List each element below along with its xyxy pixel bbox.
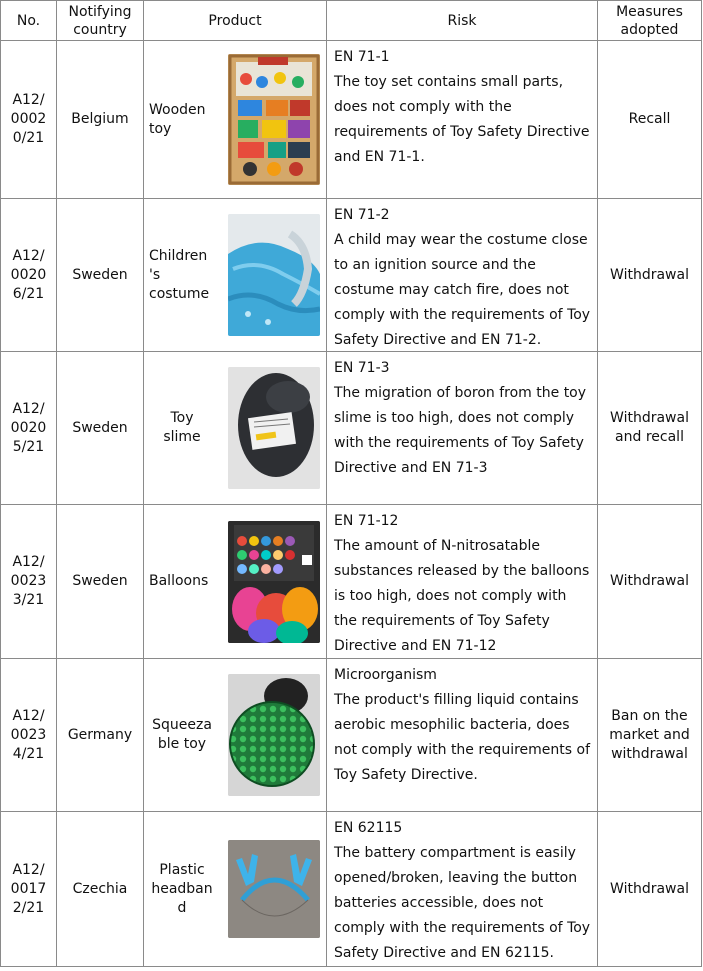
row-product <box>144 199 327 352</box>
product-name: Wooden toy <box>149 101 206 137</box>
risk-code: EN 71-1 <box>334 49 390 65</box>
row-risk <box>327 352 598 505</box>
row-risk <box>327 659 598 812</box>
row-risk <box>327 812 598 967</box>
risk-description: A child may wear the costume close to an ignition source and the costume may catch fire, does not comply with the requirements of Toy Safety Directive and EN 71-2. <box>334 232 591 348</box>
wooden-toy-photo <box>228 54 320 185</box>
headband-photo <box>228 840 320 938</box>
row-product <box>144 812 327 967</box>
row-country: Sweden <box>57 199 144 352</box>
product-name: Plastic headban d <box>151 861 213 916</box>
risk-description: The migration of boron from the toy slime is too high, does not comply with the requirements of Toy Safety Directive and EN 71-3 <box>334 385 587 476</box>
row-no: A12/ 0002 0/21 <box>1 41 57 199</box>
squeeze-ball-photo <box>228 674 320 796</box>
row-country: Belgium <box>57 41 144 199</box>
row-no: A12/ 0020 5/21 <box>1 352 57 505</box>
risk-description: The amount of N-nitrosatable substances released by the balloons is too high, does not comply with the requirements of Toy Safety Directive and EN 71-12 <box>334 538 590 654</box>
row-risk <box>327 505 598 659</box>
header-risk: Risk <box>327 1 598 41</box>
row-no: A12/ 0017 2/21 <box>1 812 57 967</box>
row-product <box>144 41 327 199</box>
risk-code: EN 71-12 <box>334 513 399 529</box>
row-product <box>144 659 327 812</box>
costume-photo <box>228 214 320 336</box>
row-risk <box>327 199 598 352</box>
row-product <box>144 352 327 505</box>
risk-description: The toy set contains small parts, does not comply with the requirements of Toy Safety Directive and EN 71-1. <box>334 74 590 165</box>
row-country: Germany <box>57 659 144 812</box>
balloons-photo <box>228 521 320 643</box>
header-country: Notifying country <box>57 1 144 41</box>
risk-code: EN 62115 <box>334 820 403 836</box>
product-name: Toy slime <box>163 410 201 445</box>
row-no: A12/ 0020 6/21 <box>1 199 57 352</box>
risk-description: The battery compartment is easily opened/broken, leaving the button batteries accessible, does not comply with the requirements of Toy Safety Directive and EN 62115. <box>334 845 591 961</box>
row-measure: Withdrawal and recall <box>598 352 702 505</box>
risk-code: Microorganism <box>334 667 437 683</box>
header-no: No. <box>1 1 57 41</box>
row-country: Sweden <box>57 505 144 659</box>
row-measure: Recall <box>598 41 702 199</box>
row-risk <box>327 41 598 199</box>
row-country: Czechia <box>57 812 144 967</box>
risk-description: The product's filling liquid contains aerobic mesophilic bacteria, does not comply with the requirements of Toy Safety Directive. <box>334 692 590 783</box>
product-name: Squeeza ble toy <box>152 717 212 752</box>
risk-code: EN 71-3 <box>334 360 390 376</box>
row-measure: Ban on the market and withdrawal <box>598 659 702 812</box>
row-product <box>144 505 327 659</box>
product-name: Children 's costume <box>149 247 210 302</box>
row-country: Sweden <box>57 352 144 505</box>
risk-code: EN 71-2 <box>334 207 390 223</box>
row-measure: Withdrawal <box>598 812 702 967</box>
row-no: A12/ 0023 4/21 <box>1 659 57 812</box>
row-measure: Withdrawal <box>598 199 702 352</box>
slime-photo <box>228 367 320 489</box>
row-no: A12/ 0023 3/21 <box>1 505 57 659</box>
header-product: Product <box>144 1 327 41</box>
header-measures: Measures adopted <box>598 1 702 41</box>
row-measure: Withdrawal <box>598 505 702 659</box>
product-name: Balloons <box>149 573 209 589</box>
